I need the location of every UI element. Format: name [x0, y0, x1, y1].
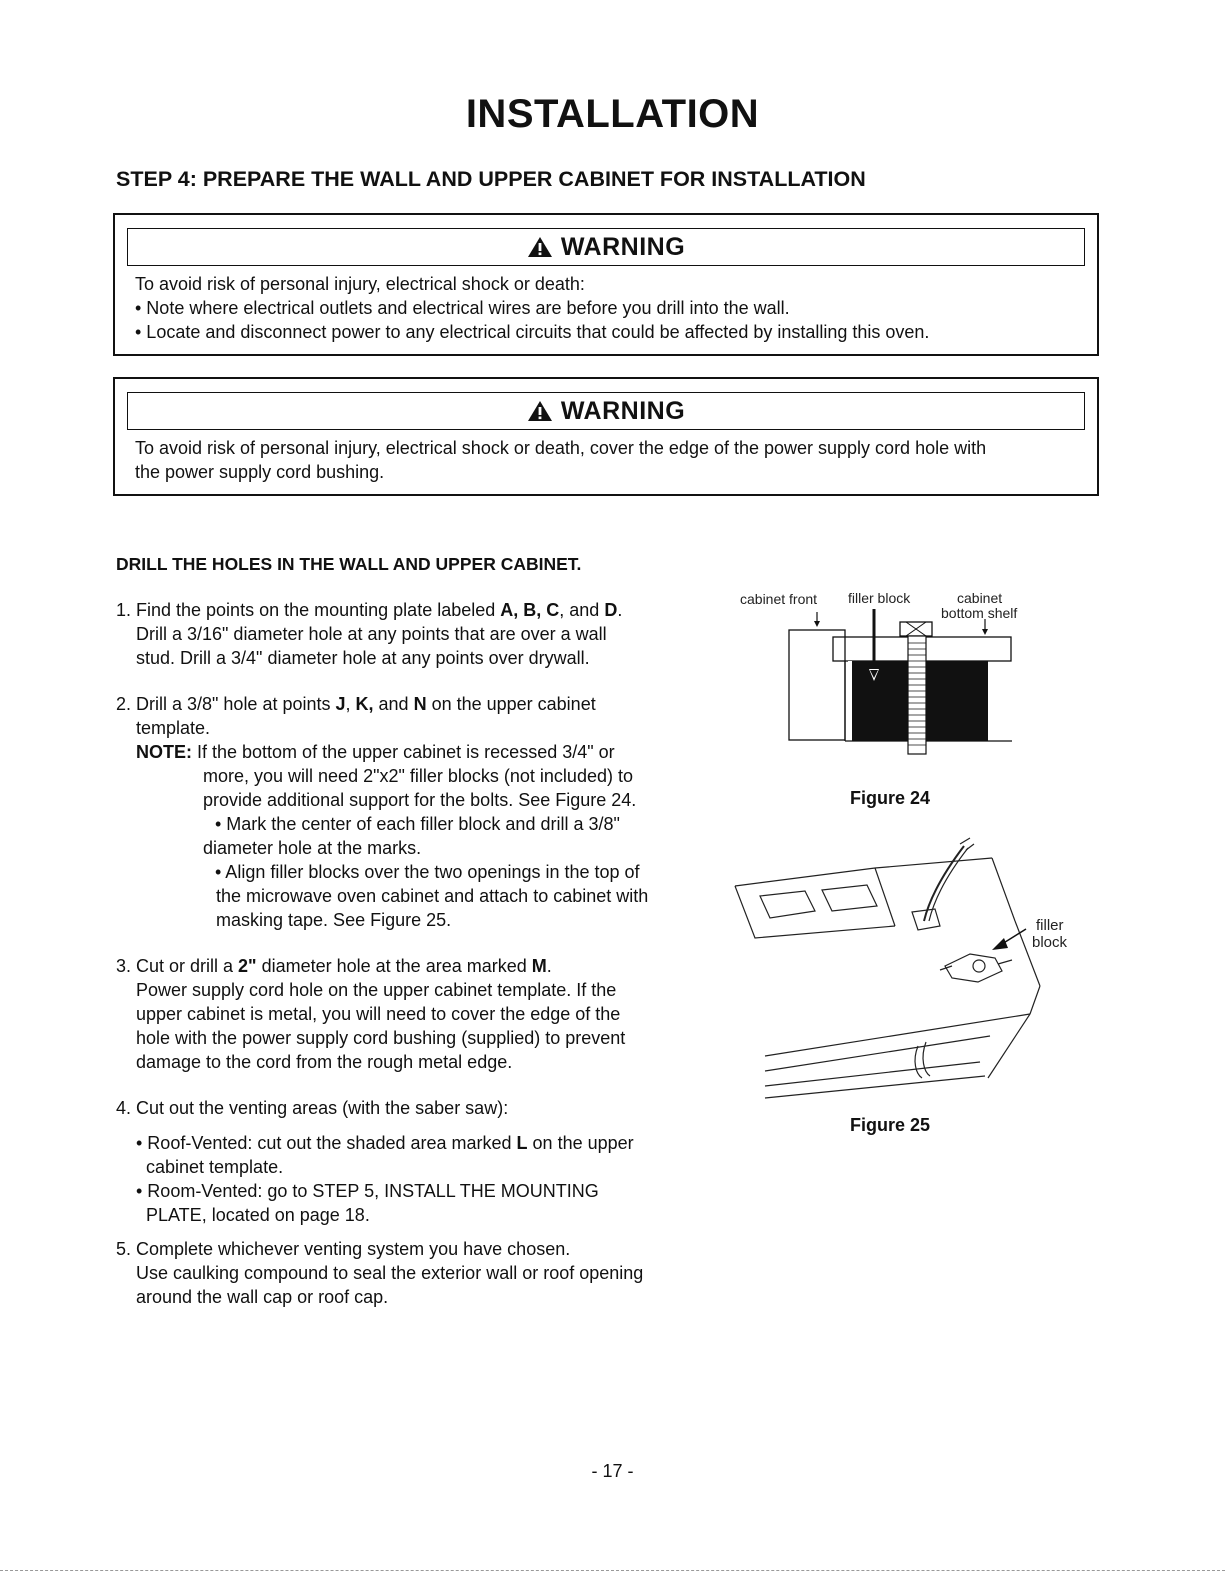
step-text: Drill a 3/16" diameter hole at any points that are over a wall [136, 624, 607, 644]
step-number: 5. [116, 1239, 132, 1259]
figure-24-caption: Figure 24 [850, 788, 931, 808]
warning-label: WARNING [560, 232, 686, 261]
note-label: NOTE: [136, 742, 192, 762]
step-text: Power supply cord hole on the upper cabinet template. If the [136, 980, 617, 1000]
step-bullet: PLATE, located on page 18. [146, 1205, 370, 1225]
warning-text-line: • Note where electrical outlets and electrical wires are before you drill into the wall. [135, 298, 790, 318]
figure-24 [730, 585, 1050, 815]
step-text: Complete whichever venting system you have chosen. [136, 1239, 571, 1259]
page-title: INSTALLATION [465, 92, 760, 136]
label-filler-block: filler block [848, 590, 911, 606]
step-text: template. [136, 718, 211, 738]
label-cabinet-front: cabinet front [740, 591, 818, 607]
step-text: stud. Drill a 3/4" diameter hole at any points over drywall. [136, 648, 590, 668]
label-block: block [1032, 934, 1068, 951]
warning-label: WARNING [560, 396, 686, 425]
note-block [136, 740, 716, 932]
step-number: 4. [116, 1098, 132, 1118]
step-text: around the wall cap or roof cap. [136, 1287, 389, 1307]
note-text: more, you will need 2"x2" filler blocks (not included) to [203, 766, 633, 786]
step-item [116, 598, 716, 670]
step-text: Cut out the venting areas (with the saber saw): [136, 1098, 509, 1118]
warning-text-line: • Locate and disconnect power to any electrical circuits that could be affected by installing this oven. [135, 322, 930, 342]
steps-list [116, 598, 716, 1309]
warning-text-line: the power supply cord bushing. [135, 462, 385, 482]
note-bullet: • Mark the center of each filler block and drill a 3/8" [215, 814, 620, 834]
warning-box-2 [113, 377, 1099, 496]
step-text: hole with the power supply cord bushing (supplied) to prevent [136, 1028, 626, 1048]
warning-box-1 [113, 213, 1099, 356]
figure-25 [730, 826, 1090, 1146]
note-bullet: masking tape. See Figure 25. [216, 910, 452, 930]
warning-triangle-icon [527, 400, 553, 422]
step-heading: STEP 4: PREPARE THE WALL AND UPPER CABINET FOR INSTALLATION [116, 167, 866, 191]
step-text: Cut or drill a 2" diameter hole at the area marked M. [136, 956, 552, 976]
figure-24-drawing [730, 585, 1050, 815]
warning-header [127, 392, 1085, 430]
note-text: If the bottom of the upper cabinet is recessed 3/4" or [192, 742, 615, 762]
step-text: damage to the cord from the rough metal edge. [136, 1052, 513, 1072]
step-item [116, 692, 716, 932]
step-bullet: • Roof-Vented: cut out the shaded area marked L on the upper [136, 1133, 634, 1153]
label-cabinet-shelf: cabinet [957, 590, 1003, 606]
warning-text-line: To avoid risk of personal injury, electrical shock or death, cover the edge of the power supply cord hole with [135, 438, 987, 458]
note-bullet: • Align filler blocks over the two openings in the top of [215, 862, 640, 882]
step-item [116, 1237, 716, 1309]
step-text: Find the points on the mounting plate labeled A, B, C, and D. [136, 600, 623, 620]
label-filler: filler [1036, 917, 1064, 934]
drill-heading: DRILL THE HOLES IN THE WALL AND UPPER CABINET. [116, 554, 582, 574]
figure-25-drawing [730, 826, 1090, 1116]
step-bullet: cabinet template. [146, 1157, 284, 1177]
step-number: 3. [116, 956, 132, 976]
warning-triangle-icon [527, 236, 553, 258]
warning-text-line: To avoid risk of personal injury, electrical shock or death: [135, 274, 585, 294]
step-item [116, 1096, 716, 1227]
page-number: - 17 - [591, 1461, 634, 1481]
step-number: 1. [116, 600, 132, 620]
note-bullet: diameter hole at the marks. [203, 838, 422, 858]
bottom-rule [0, 1570, 1225, 1571]
label-bottom-shelf: bottom shelf [941, 605, 1018, 621]
step-text: upper cabinet is metal, you will need to cover the edge of the [136, 1004, 621, 1024]
note-bullet: the microwave oven cabinet and attach to cabinet with [216, 886, 649, 906]
warning-header [127, 228, 1085, 266]
step-bullet: • Room-Vented: go to STEP 5, INSTALL THE MOUNTING [136, 1181, 599, 1201]
step-number: 2. [116, 694, 132, 714]
step-text: Use caulking compound to seal the exterior wall or roof opening [136, 1263, 644, 1283]
step-text: Drill a 3/8" hole at points J, K, and N on the upper cabinet [136, 694, 596, 714]
step-item [116, 954, 716, 1074]
note-text: provide additional support for the bolts. See Figure 24. [203, 790, 637, 810]
figure-25-caption: Figure 25 [850, 1115, 931, 1135]
